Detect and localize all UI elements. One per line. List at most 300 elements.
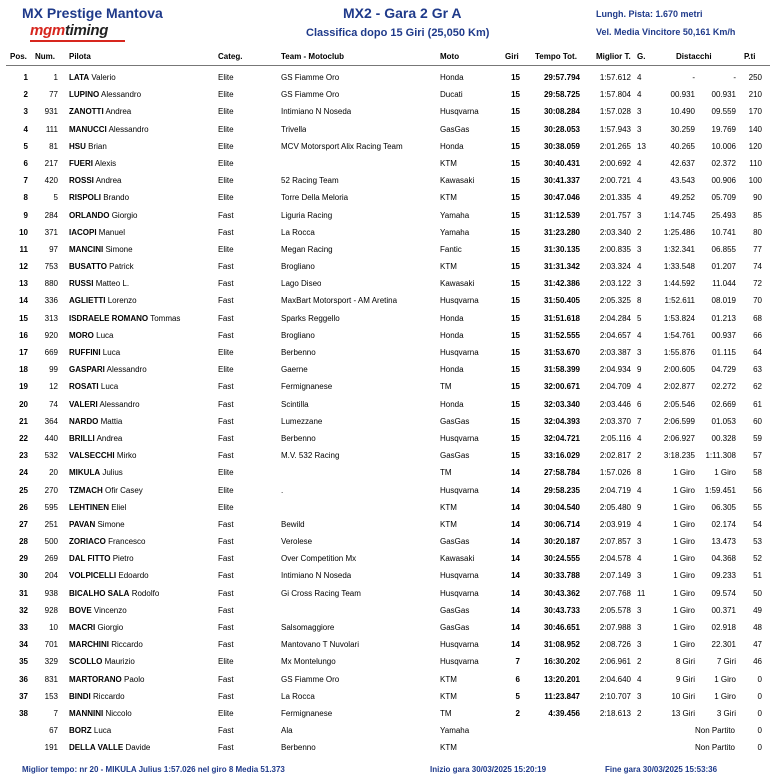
gap-leader-cell: 1:14.745 [663,210,695,220]
gap-previous-cell: 1 Giro [714,674,736,684]
col-best-lap-number: G. [637,52,646,61]
pilot-last-name: RISPOLI [69,193,102,203]
gap-previous-cell: 09.574 [711,588,736,598]
category-cell: Elite [218,124,234,134]
laps-cell: 15 [511,348,520,357]
number-cell: 701 [44,640,58,650]
best-lap-cell: 2:01.335 [599,193,631,203]
table-row [0,516,776,533]
gap-leader-cell: 1 Giro [673,502,695,512]
pilot-first-name: Manuel [98,227,126,237]
team-cell: Brogliano [281,330,315,340]
position-cell: 9 [23,210,28,220]
best-lap-number-cell: 4 [637,90,642,100]
laps-cell: 15 [511,210,520,220]
pilot-first-name: Luca [100,382,119,392]
pilot-cell [69,296,137,305]
points-cell: 210 [748,90,762,100]
pilot-cell [69,348,120,357]
best-lap-number-cell: 4 [637,158,642,168]
total-time-cell: 11:23.847 [544,691,580,701]
moto-cell: Husqvarna [440,107,479,117]
laps-cell: 15 [511,279,520,289]
pilot-last-name: VALERI [69,399,98,409]
moto-cell: Husqvarna [440,640,479,650]
col-team: Team - Motoclub [281,52,344,61]
number-cell: 595 [44,502,58,512]
category-cell: Elite [218,244,234,254]
pilot-first-name: Davide [125,743,151,753]
pilot-first-name: Luca [93,726,112,736]
category-cell: Fast [218,674,234,684]
total-time-cell: 31:50.405 [543,296,580,306]
points-cell: 80 [753,227,762,237]
best-lap-cell: 2:04.934 [599,365,631,375]
gap-leader-cell: 40.265 [670,141,695,151]
best-lap-cell: 2:04.640 [599,674,631,684]
total-time-cell: 30:04.540 [543,502,580,512]
pilot-cell [69,228,125,237]
pilot-cell [69,486,143,495]
pilot-last-name: ISDRAELE ROMANO [69,313,149,323]
number-cell: 12 [49,382,58,392]
points-cell: 57 [753,451,762,461]
team-cell: La Rocca [281,691,315,701]
laps-cell: 14 [511,588,520,598]
category-cell: Fast [218,605,234,615]
team-cell: GS Fiamme Oro [281,90,340,100]
team-cell: Lumezzane [281,416,323,426]
best-lap-number-cell: 3 [637,210,642,220]
pilot-last-name: BORZ [69,726,92,736]
laps-cell: 15 [511,313,520,323]
best-lap-cell: 2:03.370 [599,416,631,426]
best-lap-number-cell: 9 [637,502,642,512]
gap-previous-cell: 10.006 [711,141,736,151]
number-cell: 5 [53,193,58,203]
total-time-cell: 30:47.046 [543,193,580,203]
laps-cell: 15 [511,296,520,306]
position-cell: 34 [19,640,28,650]
table-row [0,688,776,705]
category-cell: Fast [218,743,234,753]
pilot-first-name: Matteo L. [95,279,130,289]
position-cell: 7 [23,176,28,186]
moto-cell: Husqvarna [440,657,479,667]
team-cell: Mx Montelungo [281,657,336,667]
moto-cell: Kawasaki [440,554,475,564]
laps-cell: 15 [511,90,520,100]
number-cell: 371 [44,227,58,237]
team-cell: Sparks Reggello [281,313,340,323]
points-cell: 62 [753,382,762,392]
best-lap-cell: 2:03.340 [599,227,631,237]
pilot-cell [69,623,123,632]
total-time-cell: 32:04.393 [543,416,580,426]
table-row [0,653,776,670]
pilot-cell [69,365,147,374]
laps-cell: 15 [511,158,520,168]
team-cell: Brogliano [281,262,315,272]
table-row [0,739,776,756]
best-lap-cell: 2:03.324 [599,262,631,272]
total-time-cell: 31:08.952 [543,640,580,650]
pilot-cell [69,193,129,202]
laps-cell: 14 [511,605,520,615]
points-cell: 85 [753,210,762,220]
best-lap-number-cell: 3 [637,124,642,134]
pilot-last-name: SCOLLO [69,657,103,667]
pilot-last-name: FUERI [69,158,93,168]
gap-previous-cell: 25.493 [711,210,736,220]
category-cell: Fast [218,691,234,701]
pilot-first-name: Eliel [111,502,127,512]
laps-cell: 15 [511,399,520,409]
pilot-cell [69,571,149,580]
pilot-first-name: Brando [103,193,130,203]
total-time-cell: 31:58.399 [543,365,580,375]
number-cell: 440 [44,433,58,443]
pilot-last-name: TZMACH [69,485,103,495]
table-row [0,567,776,584]
pilot-cell [69,176,121,185]
pilot-first-name: Simone [105,244,133,254]
pilot-last-name: MORO [69,330,94,340]
gap-previous-cell: 1:59.451 [704,485,736,495]
best-lap-number-cell: 3 [637,605,642,615]
logo-text-part2: timing [64,22,109,39]
gap-leader-cell: 1 Giro [673,605,695,615]
team-cell: Trivella [281,124,307,134]
number-cell: 77 [49,90,58,100]
points-cell: 110 [749,158,762,168]
gap-previous-cell: 00.328 [711,433,736,443]
total-time-cell: 29:58.235 [543,485,580,495]
number-cell: 111 [45,124,58,134]
category-cell: Fast [218,726,234,736]
best-lap-number-cell: 11 [637,588,646,598]
number-cell: 753 [44,262,58,272]
moto-cell: KTM [440,262,457,272]
position-cell: 3 [23,107,28,117]
position-cell: 38 [19,708,28,718]
team-cell: La Rocca [281,227,315,237]
gap-previous-cell: 22.301 [711,640,736,650]
number-cell: 500 [44,537,58,547]
team-cell: Bewild [281,519,305,529]
pilot-first-name: Francesco [108,537,146,547]
best-lap-number-cell: 4 [637,382,642,392]
best-lap-cell: 2:01.265 [599,141,631,151]
points-cell: 120 [748,141,762,151]
race-title: MX2 - Gara 2 Gr A [343,5,462,21]
pilot-cell [69,331,113,340]
category-cell: Fast [218,210,234,220]
table-row [0,189,776,206]
pilot-last-name: ORLANDO [69,210,110,220]
position-cell: 20 [19,399,28,409]
best-lap-cell: 2:05.325 [599,296,631,306]
pilot-first-name: Alexis [94,158,117,168]
gap-leader-cell: 10.490 [670,107,695,117]
number-cell: 204 [44,571,58,581]
pilot-first-name: Mirko [116,451,137,461]
pilot-cell [69,589,159,598]
best-lap-cell: 2:07.857 [599,537,631,547]
pilot-last-name: LATA [69,73,90,82]
table-row [0,292,776,309]
team-cell: MaxBart Motorsport - AM Aretina [281,296,398,306]
event-title: MX Prestige Mantova [22,5,163,21]
points-cell: 70 [753,296,762,306]
best-lap-number-cell: 3 [637,279,642,289]
moto-cell: TM [440,468,452,478]
col-num: Num. [35,52,55,61]
pilot-cell [69,262,134,271]
points-cell: 56 [753,485,762,495]
team-cell: M.V. 532 Racing [281,451,340,461]
table-row [0,327,776,344]
table-row [0,172,776,189]
table-row [0,585,776,602]
best-lap-cell: 2:04.709 [599,382,631,392]
best-lap-number-cell: 4 [637,262,642,272]
position-cell: 1 [23,73,28,82]
best-lap-cell: 1:57.026 [599,468,631,478]
gap-previous-cell: 08.019 [711,296,736,306]
category-cell: Elite [218,107,234,117]
moto-cell: TM [440,382,452,392]
position-cell: 4 [23,124,28,134]
category-cell: Elite [218,73,234,82]
points-cell: 55 [753,502,762,512]
moto-cell: Honda [440,330,464,340]
number-cell: 270 [44,485,58,495]
pilot-first-name: Riccardo [111,640,143,650]
laps-cell: 14 [511,623,520,632]
gap-previous-cell: 02.918 [711,623,736,632]
moto-cell: Yamaha [440,726,470,736]
col-pilot: Pilota [69,52,91,61]
laps-cell: 14 [511,640,520,650]
number-cell: 81 [49,141,58,151]
pilot-first-name: Tommas [150,313,181,323]
points-cell: 51 [753,571,762,581]
pilot-cell [69,657,135,666]
pilot-last-name: DAL FITTO [69,554,111,564]
best-lap-cell: 2:08.726 [599,640,631,650]
gap-leader-cell: 2:00.605 [663,365,695,375]
table-row [0,550,776,567]
team-cell: Verolese [281,537,313,547]
table-row [0,138,776,155]
moto-cell: Husqvarna [440,571,479,581]
classification-subtitle: Classifica dopo 15 Giri (25,050 Km) [306,27,490,39]
team-cell: Gaerne [281,365,308,375]
category-cell: Elite [218,708,234,718]
gap-leader-cell: 00.931 [670,90,695,100]
table-row [0,121,776,138]
position-cell: 21 [19,416,28,426]
gap-leader-cell: 30.259 [670,124,695,134]
pilot-first-name: Giorgio [111,210,138,220]
best-lap-number-cell: 4 [637,485,642,495]
best-lap-cell: 2:06.961 [599,657,631,667]
category-cell: Elite [218,141,234,151]
gap-leader-cell: - [692,73,695,82]
position-cell: 36 [19,674,28,684]
moto-cell: Yamaha [440,227,470,237]
gap-previous-cell: 09.233 [711,571,736,581]
total-time-cell: 32:04.721 [543,433,580,443]
pilot-first-name: Vincenzo [93,605,127,615]
gap-leader-cell: 1 Giro [673,623,695,632]
category-cell: Elite [218,176,234,186]
team-cell: Salsomaggiore [281,623,335,632]
table-row [0,396,776,413]
best-lap-number-cell: 4 [637,674,642,684]
pilot-last-name: ZANOTTI [69,107,104,117]
logo-text-part1: mgm [30,22,65,39]
table-row [0,155,776,172]
gap-previous-cell: 02.669 [711,399,736,409]
category-cell: Fast [218,640,234,650]
team-cell: GS Fiamme Oro [281,674,340,684]
number-cell: 217 [44,158,58,168]
table-row [0,671,776,688]
points-cell: 46 [753,657,762,667]
number-cell: 364 [44,416,58,426]
total-time-cell: 30:41.337 [543,176,580,186]
moto-cell: Honda [440,73,464,82]
table-row [0,310,776,327]
points-cell: 49 [753,605,762,615]
total-time-cell: 31:31.342 [543,262,580,272]
pilot-cell [69,537,145,546]
moto-cell: Fantic [440,244,462,254]
table-row [0,103,776,120]
pilot-cell [69,434,122,443]
category-cell: Fast [218,313,234,323]
category-cell: Fast [218,588,234,598]
category-cell: Fast [218,623,234,632]
best-lap-number-cell: 4 [637,176,642,186]
pilot-cell [69,382,118,391]
laps-cell: 15 [511,330,520,340]
category-cell: Fast [218,537,234,547]
number-cell: 336 [44,296,58,306]
gap-leader-cell: 1:44.592 [663,279,695,289]
pilot-cell [69,675,144,684]
total-time-cell: 33:16.029 [543,451,580,461]
position-cell: 12 [19,262,28,272]
col-points: P.ti [744,52,756,61]
pilot-last-name: IACOPI [69,227,97,237]
pilot-last-name: MANUCCI [69,124,107,134]
gap-previous-cell: 06.855 [711,244,736,254]
points-cell: 59 [753,433,762,443]
total-time-cell: 30:28.053 [543,124,580,134]
moto-cell: GasGas [440,124,470,134]
category-cell: Fast [218,382,234,392]
col-laps: Giri [505,52,519,61]
moto-cell: KTM [440,193,457,203]
points-cell: 60 [753,416,762,426]
laps-cell: 15 [511,365,520,375]
team-cell: Ala [281,726,293,736]
col-pos: Pos. [10,52,27,61]
gap-leader-cell: 1:25.486 [663,227,695,237]
position-cell: 31 [19,588,28,598]
gap-previous-cell: 1 Giro [714,468,736,478]
position-cell: 24 [19,468,28,478]
gap-leader-cell: 43.543 [670,176,695,186]
pilot-last-name: LUPINO [69,90,100,100]
table-row [0,533,776,550]
moto-cell: Husqvarna [440,348,479,357]
category-cell: Elite [218,193,234,203]
total-time-cell: 30:40.431 [543,158,580,168]
pilot-last-name: HSU [69,141,86,151]
points-cell: 0 [757,743,762,753]
points-cell: 0 [757,708,762,718]
best-lap-number-cell: 2 [637,451,642,461]
moto-cell: Yamaha [440,210,470,220]
pilot-last-name: MANCINI [69,244,104,254]
best-lap-number-cell: 4 [637,193,642,203]
pilot-first-name: Giorgio [97,623,124,632]
column-headers [0,50,776,66]
best-lap-number-cell: 5 [637,313,642,323]
moto-cell: GasGas [440,416,470,426]
best-lap-number-cell: 2 [637,227,642,237]
col-moto: Moto [440,52,460,61]
total-time-cell: 32:00.671 [543,382,580,392]
position-cell: 28 [19,537,28,547]
col-gaps: Distacchi [676,52,712,61]
moto-cell: KTM [440,502,457,512]
gap-leader-cell: 1 Giro [673,537,695,547]
laps-cell: 15 [511,244,520,254]
points-cell: 74 [753,262,762,272]
pilot-last-name: MANNINI [69,708,104,718]
gap-previous-cell: 00.906 [711,176,736,186]
best-lap-number-cell: 3 [637,691,642,701]
laps-cell: 14 [511,519,520,529]
pilot-last-name: VALSECCHI [69,451,115,461]
pilot-last-name: GASPARI [69,365,105,375]
best-lap-cell: 2:04.284 [599,313,631,323]
laps-cell: 14 [511,554,520,564]
gap-leader-cell: 1 Giro [673,588,695,598]
total-time-cell: 31:42.386 [543,279,580,289]
laps-cell: 15 [511,227,520,237]
best-lap-number-cell: 3 [637,640,642,650]
status-cell: Non Partito [694,743,735,753]
category-cell: Elite [218,365,234,375]
best-lap-number-cell: 4 [637,519,642,529]
position-cell: 30 [19,571,28,581]
pilot-first-name: Andrea [96,433,123,443]
best-lap-number-cell: 2 [637,657,642,667]
points-cell: 52 [753,554,762,564]
gap-leader-cell: 2:02.877 [663,382,695,392]
best-lap-cell: 2:03.446 [599,399,631,409]
best-lap-cell: 2:00.835 [599,244,631,254]
results-table [0,69,776,757]
pilot-last-name: RUSSI [69,279,94,289]
pilot-cell [69,142,107,151]
